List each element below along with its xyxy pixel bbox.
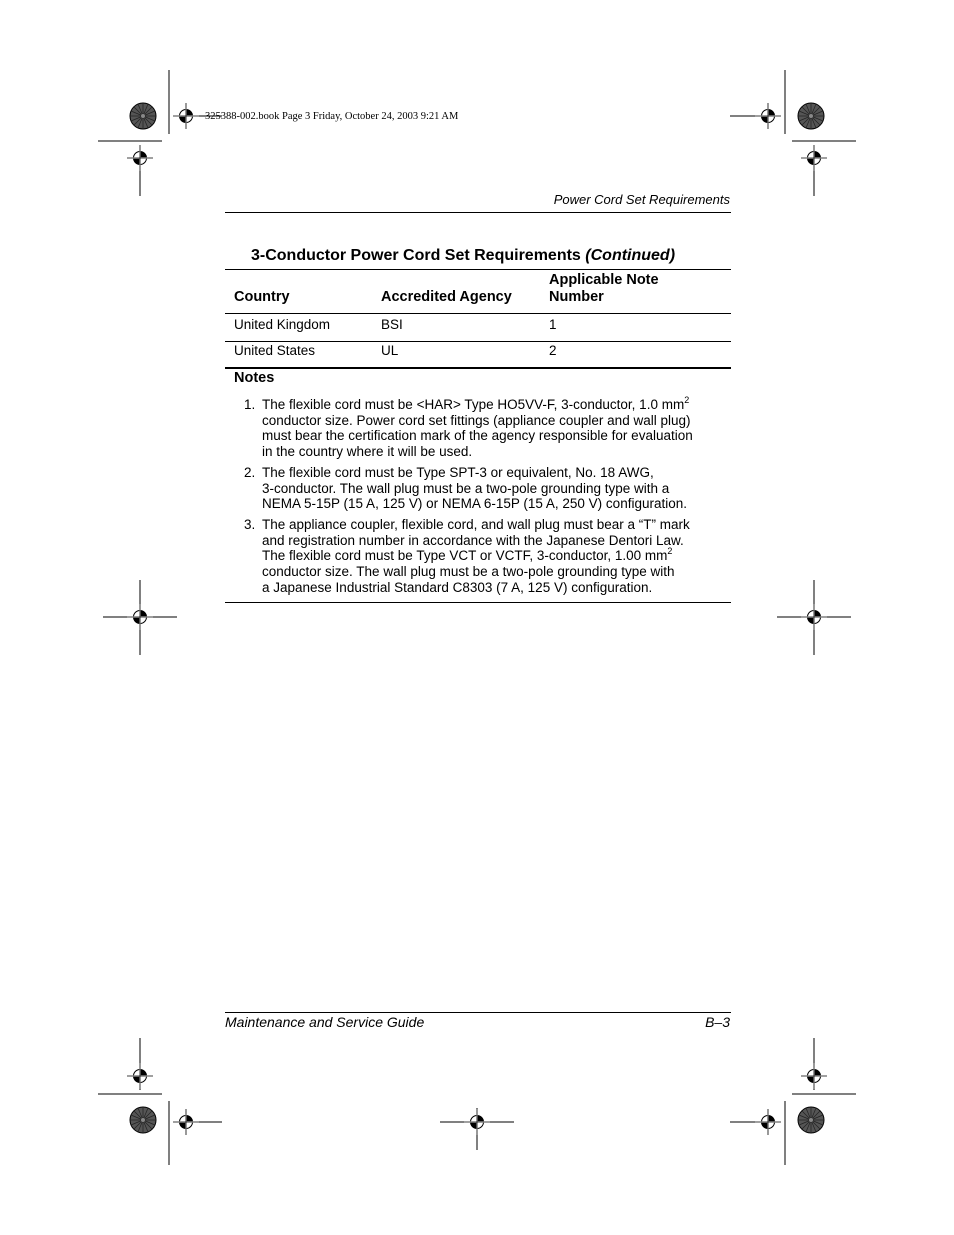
note-line: conductor size. Power cord set fittings (appliance coupler and wall plug)	[262, 412, 691, 428]
note-line: NEMA 5-15P (15 A, 125 V) or NEMA 6-15P (15 A, 250 V) configuration.	[262, 496, 687, 512]
table-cell-note: 1	[549, 317, 557, 332]
note-text	[262, 397, 714, 460]
note-line: and registration number in accordance with the Japanese Dentori Law.	[262, 532, 684, 548]
note-line: The flexible cord must be Type SPT-3 or equivalent, No. 18 AWG,	[262, 465, 654, 480]
note-item	[244, 517, 714, 596]
print-slug-line: 325388-002.book Page 3 Friday, October 24, 2003 9:21 AM	[205, 111, 459, 122]
table-cell-note: 2	[549, 343, 557, 358]
footer-rule	[225, 1012, 731, 1013]
note-line: must bear the certification mark of the agency responsible for evaluation	[262, 428, 693, 444]
superscript: 2	[667, 546, 673, 557]
note-number: 1.	[244, 397, 256, 412]
table-row-rule	[225, 341, 731, 342]
note-line-text: The flexible cord must be Type VCT or VCTF, 3-conductor, 1.00 mm	[262, 548, 668, 564]
note-line	[262, 548, 714, 564]
table-title	[251, 247, 675, 265]
running-header: Power Cord Set Requirements	[553, 192, 730, 207]
note-item	[244, 465, 714, 512]
note-line	[262, 397, 714, 413]
header-rule	[225, 212, 731, 213]
table-header-rule	[225, 313, 731, 314]
footer-title: Maintenance and Service Guide	[225, 1014, 425, 1030]
note-line-text: The flexible cord must be <HAR> Type HO5VV-F, 3-conductor, 1.0 mm	[262, 397, 685, 412]
column-header-note-line1: Applicable Note	[549, 272, 659, 288]
column-header-note-line2: Number	[549, 289, 604, 305]
column-header-agency: Accredited Agency	[381, 289, 512, 305]
superscript: 2	[684, 395, 690, 405]
note-text	[262, 517, 714, 596]
note-number: 2.	[244, 465, 256, 480]
page-number: B–3	[705, 1014, 730, 1030]
table-bottom-rule	[225, 602, 731, 603]
table-cell-agency: UL	[381, 343, 399, 358]
note-line: The appliance coupler, flexible cord, and wall plug must bear a “T” mark	[262, 517, 690, 532]
column-header-country: Country	[234, 289, 290, 305]
note-number: 3.	[244, 517, 256, 532]
table-row-rule	[225, 367, 731, 369]
table-title-continued: (Continued)	[585, 247, 676, 264]
notes-heading: Notes	[234, 370, 275, 386]
table-cell-country: United Kingdom	[234, 317, 331, 332]
column-header-note-number	[549, 272, 709, 306]
note-text	[262, 465, 714, 512]
crop-lines	[98, 70, 856, 1165]
table-cell-country: United States	[234, 343, 316, 358]
table-title-text: 3-Conductor Power Cord Set Requirements	[251, 247, 581, 264]
note-line: a Japanese Industrial Standard C8303 (7 A, 125 V) configuration.	[262, 579, 653, 595]
note-line: in the country where it will be used.	[262, 444, 473, 460]
note-line: conductor size. The wall plug must be a two-pole grounding type with	[262, 564, 675, 580]
table-top-rule	[225, 269, 731, 270]
note-item	[244, 397, 714, 460]
note-line: 3-conductor. The wall plug must be a two-pole grounding type with a	[262, 480, 670, 496]
table-cell-agency: BSI	[381, 317, 403, 332]
